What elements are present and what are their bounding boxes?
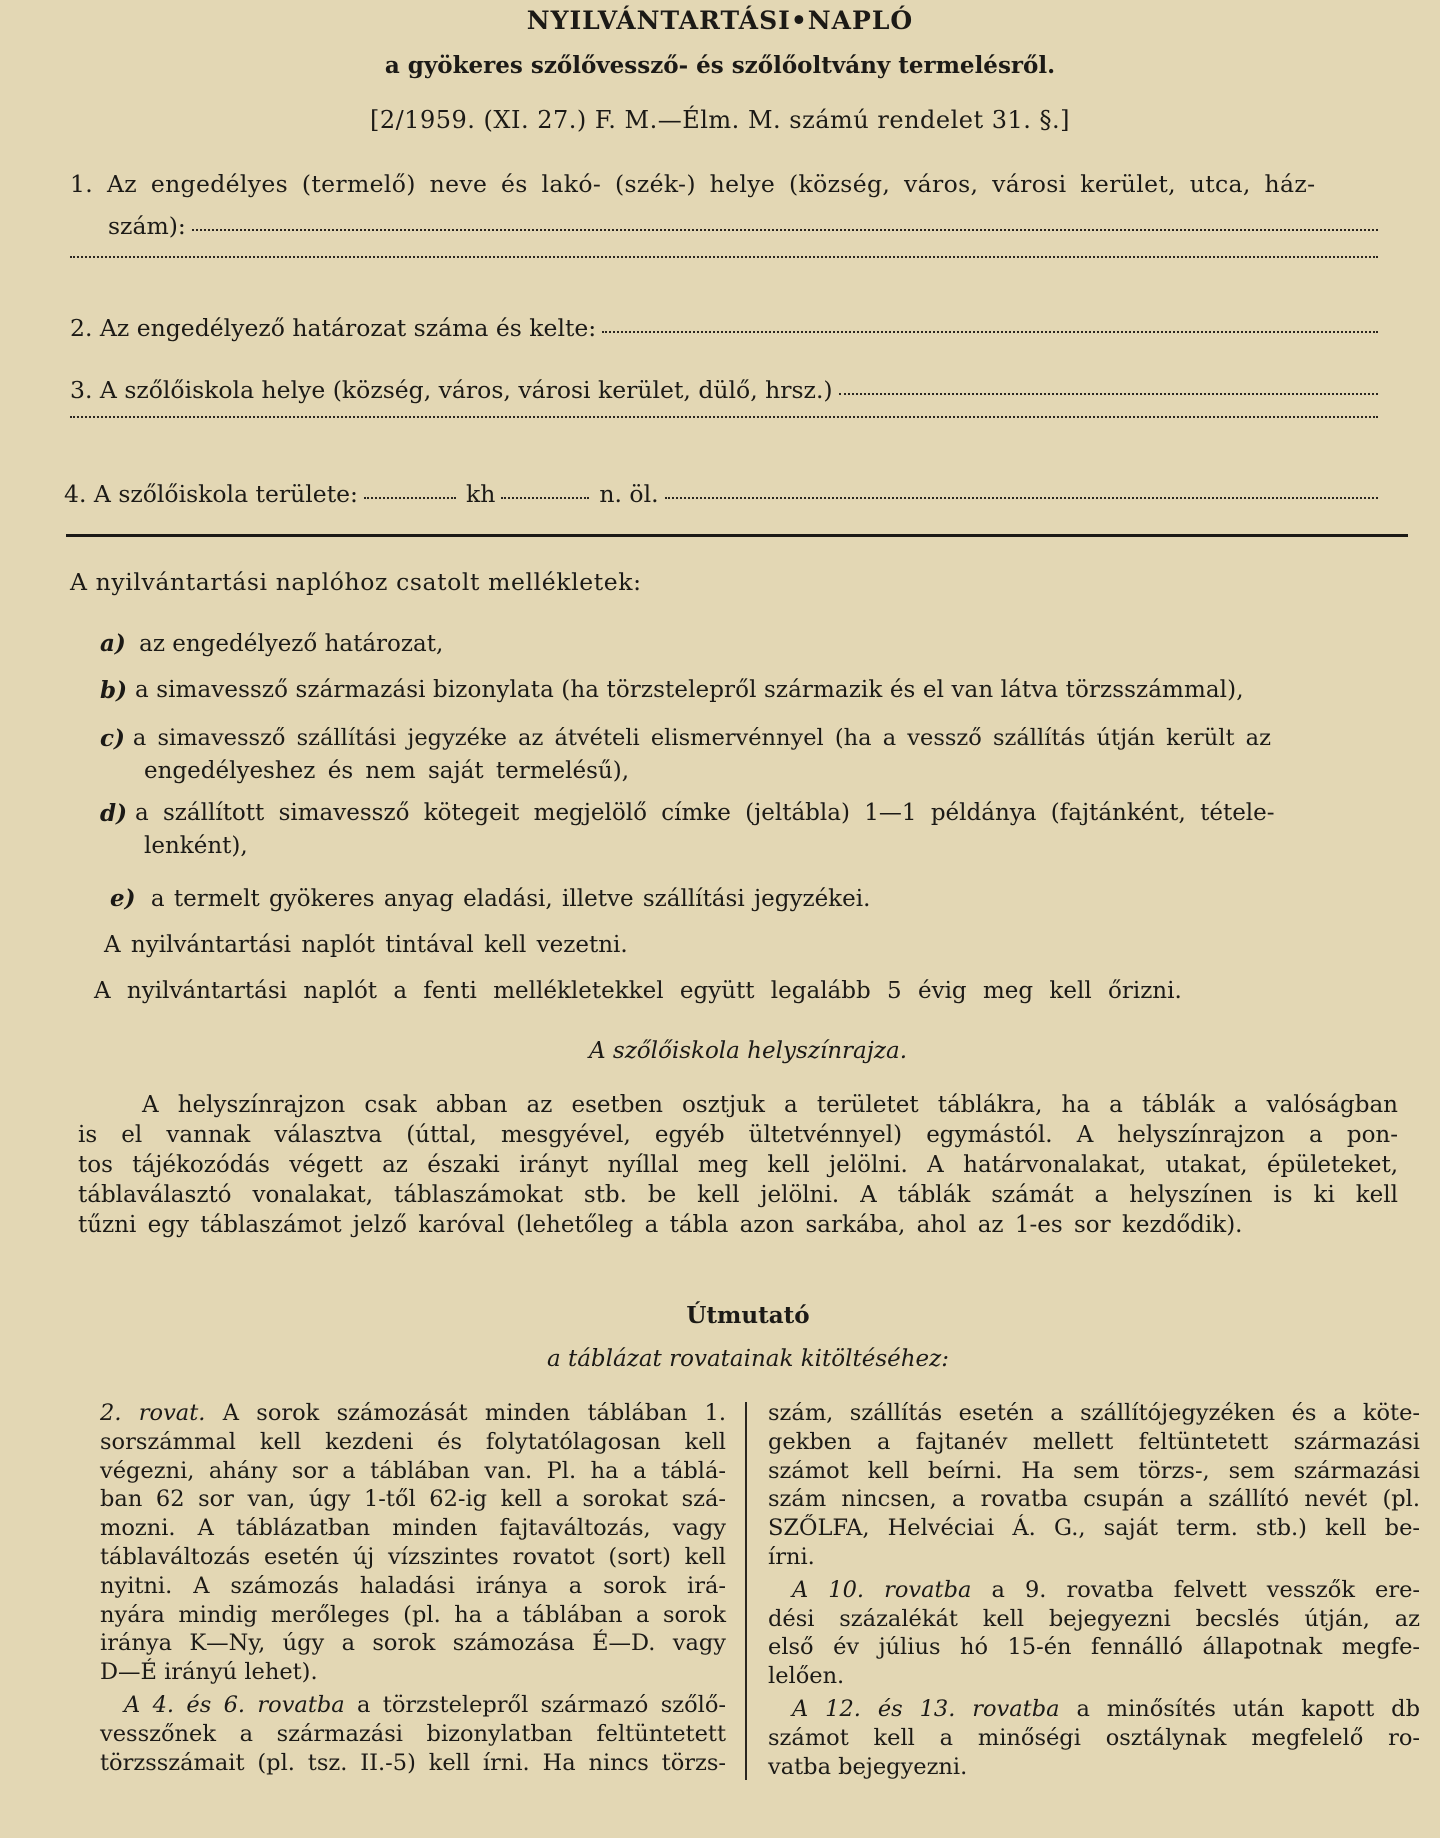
guide-right-line: lelően.: [768, 1663, 845, 1690]
guide-left-line: nyitni. A számozás haladási iránya a sorok irá-: [100, 1572, 726, 1599]
field-1-text: 1. Az engedélyes (termelő) neve és lakó- (szék-) helye (község, város, városi kerület, utca, ház-: [70, 170, 1316, 198]
ink-note: A nyilvántartási naplót tintával kell vezetni.: [104, 932, 628, 958]
attachment-letter-e: e): [110, 885, 136, 912]
attachment-letter-a: a): [100, 630, 126, 657]
rovat-12-13-label: A 12. és 13. rovatba: [792, 1695, 1060, 1722]
guide-right-line: számot kell beírni. Ha sem törzs-, sem származási: [768, 1457, 1420, 1484]
guide-left-line: nyára mindig merőleges (pl. ha a táblában a sorok: [100, 1601, 726, 1628]
guide-left-line: ban 62 sor van, úgy 1-től 62-ig kell a sorokat szá-: [100, 1486, 726, 1513]
attachments-heading: A nyilvántartási naplóhoz csatolt mellékletek:: [70, 568, 642, 596]
guide-left-line: sorszámmal kell kezdeni és folytatólagosan kell: [100, 1428, 726, 1455]
field-3-label: 3. A szőlőiskola helye (község, város, városi kerület, dülő, hrsz.): [70, 376, 833, 404]
field-4-kh-fill[interactable]: [364, 496, 456, 499]
guide-right-line: dési százalékát kell bejegyezni becslés útján, az: [768, 1605, 1420, 1632]
rovat-4-6-first-text: a törzstelepről származó szőlő-: [357, 1691, 726, 1718]
attachment-letter-c: c): [100, 725, 125, 752]
site-plan-title: A szőlőiskola helyszínrajza.: [588, 1038, 908, 1064]
guide-left-column: [100, 1399, 726, 1777]
attachment-item-e: [110, 885, 870, 912]
site-plan-line-4: táblaválasztó vonalakat, táblaszámokat stb. be kell jelölni. A táblák számát a helyszínen is ki kell: [78, 1182, 1398, 1208]
attachment-text-a: az engedélyező határozat,: [139, 631, 444, 657]
decree-reference: [2/1959. (XI. 27.) F. M.—Élm. M. számú rendelet 31. §.]: [369, 106, 1071, 134]
site-plan-line-1: A helyszínrajzon csak abban az esetben osztjuk a területet táblákra, ha a táblák a valóságban: [142, 1092, 1398, 1118]
column-divider: [745, 1402, 747, 1780]
guide-right-line: vatba bejegyezni.: [768, 1753, 968, 1780]
guide-right-p3-line-1: [768, 1695, 1420, 1724]
guide-right-p2-line-1: [768, 1576, 1420, 1605]
attachment-text-b: a simavessző származási bizonylata (ha törzstelepről származik és el van látva törzsszámmal),: [134, 677, 1244, 703]
rovat-12-13-first-text: a minősítés után kapott db: [1076, 1695, 1420, 1722]
guide-left-line: törzsszámait (pl. tsz. II.-5) kell írni. Ha nincs törzs-: [100, 1749, 726, 1776]
retention-note: A nyilvántartási naplót a fenti mellékletekkel együtt legalább 5 évig meg kell őrizni.: [94, 978, 1182, 1004]
rovat-2-first-text: A sorok számozását minden táblában 1.: [222, 1400, 726, 1426]
field-1-fill-line-2[interactable]: [70, 255, 1378, 258]
field-1-suffix: szám):: [108, 212, 186, 240]
guide-left-line: táblaváltozás esetén új vízszintes rovatot (sort) kell: [100, 1543, 726, 1570]
field-4-kh-unit: kh: [465, 480, 496, 508]
guide-title: Útmutató: [686, 1302, 810, 1329]
attachment-item-d: [100, 800, 1390, 859]
field-4-nol-unit: n. öl.: [599, 480, 659, 508]
field-2[interactable]: [70, 314, 1378, 342]
guide-right-line: számot kell a minőségi osztálynak megfelelő ro-: [768, 1724, 1420, 1751]
rovat-2-label: 2. rovat.: [100, 1400, 206, 1426]
guide-left-line: D—É irányú lehet).: [100, 1659, 318, 1686]
field-3-fill-line[interactable]: [839, 392, 1378, 395]
site-plan-line-3: tos tájékozódás végett az északi irányt nyíllal meg kell jelölni. A határvonalakat, utakat, épületeket,: [78, 1152, 1398, 1178]
field-4[interactable]: [64, 480, 1378, 508]
field-1-fill-line[interactable]: [192, 228, 1378, 231]
document-subtitle: a gyökeres szőlővessző- és szőlőoltvány termelésről.: [384, 52, 1056, 79]
site-plan-line-2: is el vannak választva (úttal, mesgyével, egyéb ültetvénnyel) egymástól. A helyszínrajzon a pon-: [78, 1122, 1398, 1148]
attachment-letter-d: d): [100, 800, 127, 827]
field-2-label: 2. Az engedélyező határozat száma és kelte:: [70, 314, 597, 342]
attachment-letter-b: b): [100, 677, 127, 704]
field-2-fill-line[interactable]: [602, 330, 1378, 333]
guide-right-line: SZŐLFA, Helvéciai Á. G., saját term. stb.) kell be-: [768, 1515, 1420, 1542]
attachment-item-a: [100, 630, 443, 657]
field-1-label: [70, 170, 1376, 198]
rovat-10-first-text: a 9. rovatba felvett vesszők ere-: [991, 1576, 1420, 1603]
field-1-name-line[interactable]: [108, 212, 1378, 240]
attachment-text-c-1: a simavessző szállítási jegyzéke az átvételi elismervénnyel (ha a vessző szállítás útján került az: [132, 725, 1271, 751]
attachment-text-e: a termelt gyökeres anyag eladási, illetve szállítási jegyzékei.: [150, 886, 871, 912]
field-3-extra-line[interactable]: [70, 418, 1378, 421]
guide-left-line: végezni, ahány sor a táblában van. Pl. ha a táblá-: [100, 1457, 726, 1484]
guide-right-line: gekben a fajtanév mellett feltüntetett származási: [768, 1428, 1420, 1455]
document-title: NYILVÁNTARTÁSI•NAPLÓ: [526, 6, 914, 35]
section-separator: [66, 534, 1408, 537]
field-4-fill-line[interactable]: [665, 496, 1378, 499]
attachment-text-d-2: lenként),: [144, 833, 248, 859]
guide-right-line: első év július hó 15-én fennálló állapotnak megfe-: [768, 1634, 1420, 1661]
field-4-nol-fill[interactable]: [501, 496, 589, 499]
guide-right-column: [768, 1399, 1420, 1781]
attachment-item-b: [100, 677, 1356, 704]
guide-left-line-1: [100, 1399, 726, 1428]
guide-left-line: mozni. A táblázatban minden fajtaváltozás, vagy: [100, 1515, 726, 1542]
attachment-text-c-2: engedélyeshez és nem saját termelésű),: [144, 758, 630, 784]
guide-subtitle: a táblázat rovatainak kitöltéséhez:: [546, 1346, 950, 1372]
field-1-extra-line[interactable]: [70, 258, 1378, 261]
rovat-10-label: A 10. rovatba: [792, 1576, 972, 1603]
site-plan-line-5: tűzni egy táblaszámot jelző karóval (lehetőleg a tábla azon sarkába, ahol az 1-es sor kezdődik).: [78, 1212, 1243, 1238]
guide-right-line: szám, szállítás esetén a szállítójegyzéken és a köte-: [768, 1400, 1420, 1426]
guide-left-p2-line-1: [100, 1691, 726, 1720]
attachment-text-d-1: a szállított simavessző kötegeit megjelölő címke (jeltábla) 1—1 példánya (fajtánként, tétele-: [134, 800, 1275, 826]
field-3-fill-line-2[interactable]: [70, 415, 1378, 418]
attachment-item-c: [100, 725, 1390, 784]
field-4-label: 4. A szőlőiskola területe:: [64, 480, 358, 508]
rovat-4-6-label: A 4. és 6. rovatba: [124, 1691, 345, 1718]
guide-left-line: vesszőnek a származási bizonylatban feltüntetett: [100, 1720, 726, 1747]
field-3[interactable]: [70, 376, 1378, 404]
guide-left-line: iránya K—Ny, úgy a sorok számozása É—D. vagy: [100, 1630, 726, 1657]
site-plan-paragraph: [78, 1090, 1398, 1240]
guide-right-line: szám nincsen, a rovatba csupán a szállító nevét (pl.: [768, 1486, 1420, 1513]
guide-right-line: írni.: [768, 1543, 815, 1570]
